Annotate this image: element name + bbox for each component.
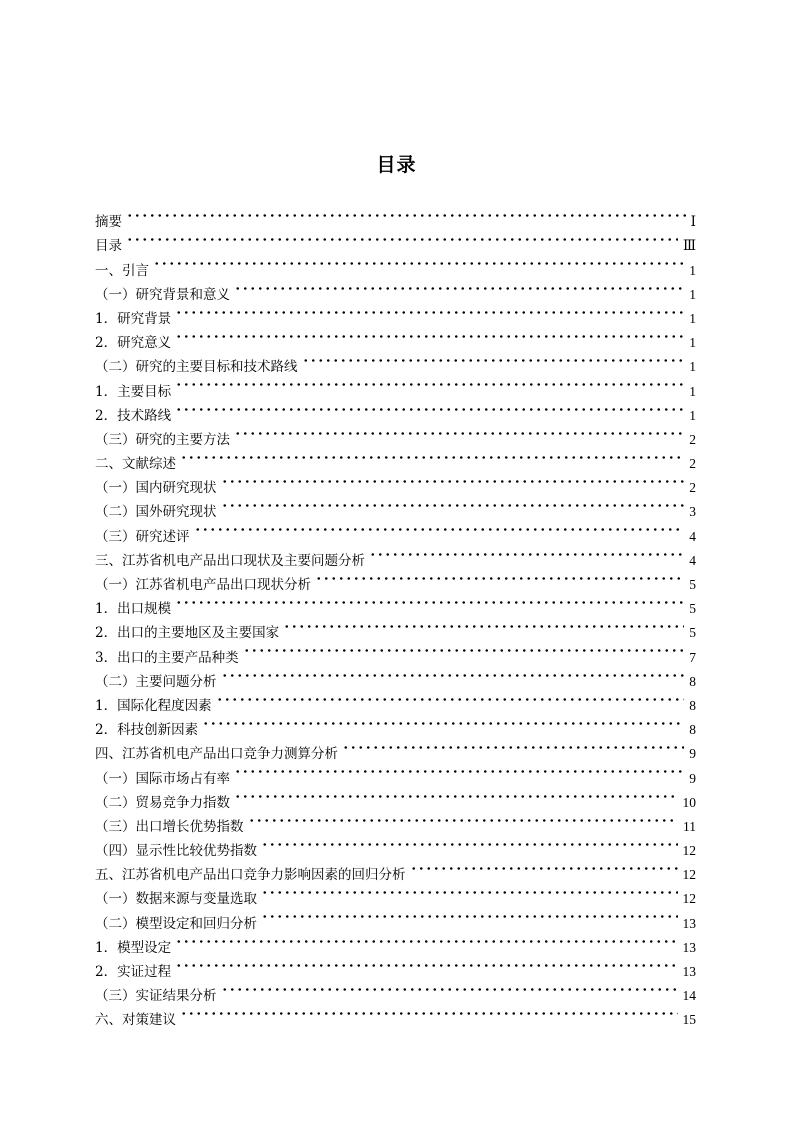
toc-entry-label: 五、江苏省机电产品出口竞争力影响因素的回归分析: [95, 867, 406, 884]
toc-title: 目录: [376, 154, 417, 176]
toc-dot-leader: [175, 589, 684, 613]
toc-entry-label: 2．科技创新因素: [95, 722, 199, 739]
toc-entry-label: 摘要: [95, 214, 122, 231]
toc-dot-leader: [315, 565, 684, 589]
toc-entry-label: 1．模型设定: [95, 939, 172, 956]
toc-dot-leader: [175, 396, 684, 420]
toc-dot-leader: [234, 275, 684, 299]
toc-entry-label: 2．技术路线: [95, 407, 172, 424]
toc-entry-page-number: 1: [689, 335, 696, 351]
toc-entry-label: （三）出口增长优势指数: [95, 818, 244, 835]
toc-dot-leader: [180, 1000, 678, 1024]
toc-dot-leader: [221, 468, 685, 492]
toc-entry-page-number: 8: [689, 722, 696, 738]
toc-entry[interactable]: [95, 347, 696, 376]
toc-entry-label: （一）国内研究现状: [95, 480, 217, 497]
toc-entry[interactable]: [95, 468, 696, 497]
toc-dot-leader: [410, 855, 678, 879]
toc-dot-leader: [248, 807, 679, 831]
toc-dot-leader: [261, 879, 678, 903]
toc-entry[interactable]: [95, 275, 696, 303]
toc-dot-leader: [175, 371, 684, 395]
toc-dot-leader: [221, 976, 678, 1000]
toc-entry[interactable]: [95, 1000, 696, 1029]
toc-entry-page-number: 1: [689, 286, 696, 302]
toc-entry-label: （三）研究的主要方法: [95, 431, 230, 448]
toc-entry-page-number: 2: [689, 480, 696, 496]
toc-dot-leader: [126, 226, 678, 250]
toc-entry-page-number: 12: [682, 867, 696, 883]
toc-entry-label: （一）国际市场占有率: [95, 770, 230, 787]
toc-entry-label: 四、江苏省机电产品出口竞争力测算分析: [95, 746, 338, 763]
toc-dot-leader: [153, 250, 684, 274]
toc-entry[interactable]: [95, 928, 696, 956]
toc-entry-label: （二）贸易竞争力指数: [95, 794, 230, 811]
toc-entry-page-number: 1: [689, 383, 696, 399]
toc-entry-label: （四）显示性比较优势指数: [95, 843, 257, 860]
toc-entry-label: 3．出口的主要产品种类: [95, 649, 239, 666]
toc-entry-label: （三）研究述评: [95, 528, 190, 545]
toc-dot-leader: [234, 420, 684, 444]
toc-entry-page-number: 9: [689, 746, 696, 762]
toc-entry-page-number: 5: [689, 601, 696, 617]
toc-dot-leader: [369, 541, 684, 565]
toc-entry-page-number: 2: [689, 456, 696, 472]
toc-entry[interactable]: [95, 589, 696, 618]
toc-entry-page-number: 5: [689, 625, 696, 641]
toc-entry-page-number: 5: [689, 577, 696, 592]
toc-entry-page-number: 3: [689, 504, 696, 520]
toc-entry-label: （二）模型设定和回归分析: [95, 915, 257, 932]
toc-entry-label: （二）主要问题分析: [95, 673, 217, 690]
toc-entry-page-number: 13: [682, 964, 696, 979]
toc-dot-leader: [221, 662, 685, 686]
toc-entry[interactable]: [95, 613, 696, 642]
toc-dot-leader: [175, 952, 677, 976]
toc-entry-label: 1．出口规模: [95, 601, 172, 618]
toc-entry-page-number: 7: [689, 649, 696, 665]
toc-entry[interactable]: [95, 226, 696, 255]
toc-entry-label: （一）研究背景和意义: [95, 286, 230, 303]
toc-entry-label: 三、江苏省机电产品出口现状及主要问题分析: [95, 552, 365, 569]
toc-entry-page-number: Ⅲ: [682, 238, 696, 254]
toc-entry[interactable]: [95, 952, 696, 980]
toc-dot-leader: [175, 299, 684, 323]
toc-entry[interactable]: [95, 420, 696, 448]
toc-entry-page-number: 11: [683, 818, 696, 834]
toc-dot-leader: [261, 903, 678, 927]
toc-entry-page-number: 4: [689, 552, 696, 568]
toc-entry[interactable]: [95, 323, 696, 352]
toc-entry-page-number: 1: [689, 262, 696, 278]
toc-entry-page-number: 13: [682, 939, 696, 955]
toc-entry-label: （一）江苏省机电产品出口现状分析: [95, 577, 311, 593]
toc-entry-label: 1．国际化程度因素: [95, 697, 212, 714]
toc-entry-label: 2．研究意义: [95, 335, 172, 352]
toc-entry[interactable]: [95, 444, 696, 473]
toc-dot-leader: [302, 347, 685, 371]
toc-entry-page-number: 1: [689, 310, 696, 326]
toc-list: [95, 202, 696, 1029]
toc-entry-page-number: 1: [689, 407, 696, 423]
toc-dot-leader: [261, 831, 678, 855]
toc-dot-leader: [342, 734, 684, 758]
toc-entry-label: 1．主要目标: [95, 383, 172, 400]
toc-entry-label: 一、引言: [95, 262, 149, 279]
toc-entry-page-number: 8: [689, 673, 696, 689]
toc-entry-page-number: Ⅰ: [690, 214, 696, 230]
toc-dot-leader: [175, 928, 677, 952]
toc-entry-label: 2．出口的主要地区及主要国家: [95, 625, 280, 642]
toc-entry[interactable]: [95, 250, 696, 279]
toc-entry[interactable]: [95, 202, 696, 231]
toc-dot-leader: [283, 613, 684, 637]
toc-entry-label: （一）数据来源与变量选取: [95, 891, 257, 908]
toc-entry-page-number: 4: [689, 528, 696, 544]
toc-entry-page-number: 8: [689, 697, 696, 713]
toc-entry[interactable]: [95, 976, 696, 1005]
toc-entry-label: 目录: [95, 238, 122, 255]
toc-dot-leader: [216, 686, 685, 710]
toc-dot-leader: [202, 710, 684, 734]
toc-entry-label: 1．研究背景: [95, 310, 172, 327]
toc-entry-label: 2．实证过程: [95, 964, 172, 980]
toc-entry-page-number: 15: [682, 1012, 696, 1028]
toc-entry-label: （二）国外研究现状: [95, 504, 217, 521]
toc-entry[interactable]: [95, 299, 696, 327]
toc-dot-leader: [175, 323, 684, 347]
toc-entry-label: （二）研究的主要目标和技术路线: [95, 359, 298, 376]
toc-dot-leader: [234, 758, 684, 782]
toc-dot-leader: [194, 516, 685, 540]
toc-entry-label: 六、对策建议: [95, 1012, 176, 1029]
toc-entry-page-number: 12: [682, 891, 696, 907]
toc-entry-label: 二、文献综述: [95, 456, 176, 473]
toc-dot-leader: [243, 637, 685, 661]
toc-dot-leader: [126, 202, 686, 226]
toc-entry-page-number: 13: [682, 915, 696, 931]
toc-entry-page-number: 9: [689, 770, 696, 786]
toc-entry-page-number: 10: [682, 794, 696, 810]
toc-dot-leader: [234, 783, 678, 807]
toc-entry-page-number: 2: [689, 431, 696, 447]
toc-entry-page-number: 12: [682, 843, 696, 859]
toc-entry[interactable]: [95, 396, 696, 424]
toc-entry-label: （三）实证结果分析: [95, 988, 217, 1005]
toc-dot-leader: [180, 444, 684, 468]
toc-entry[interactable]: [95, 371, 696, 400]
toc-dot-leader: [221, 492, 685, 516]
toc-entry-page-number: 1: [689, 359, 696, 375]
toc-entry-page-number: 14: [682, 988, 696, 1004]
